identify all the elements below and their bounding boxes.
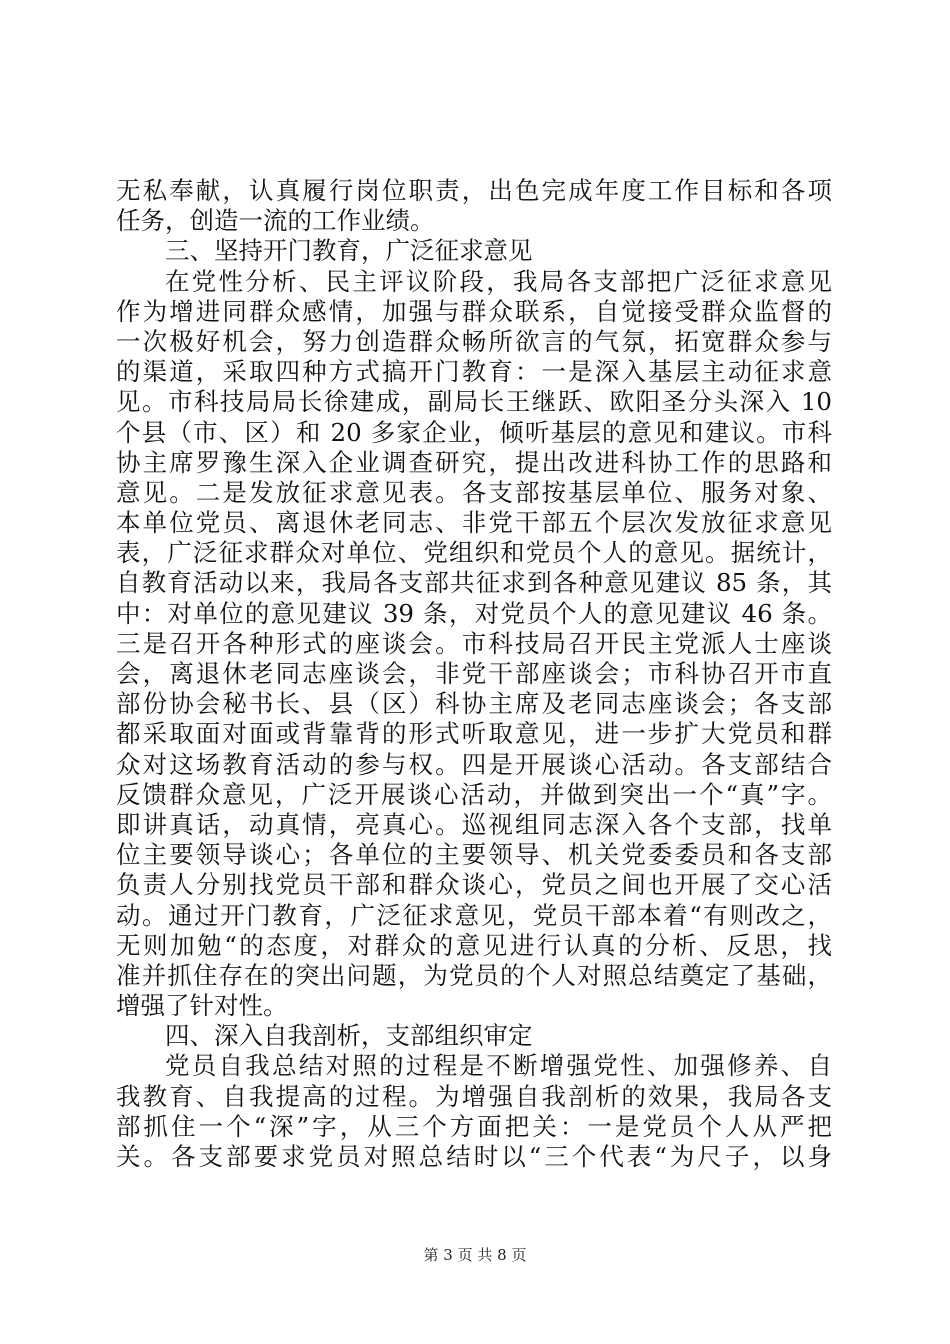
- page-footer: 第 3 页 共 8 页: [423, 1246, 527, 1264]
- text-line: 意见。二是发放征求意见表。各支部按基层单位、服务对象、: [116, 477, 832, 507]
- text-line: 无私奉献，认真履行岗位职责，出色完成年度工作目标和各项: [116, 176, 832, 205]
- text-line: 会，离退休老同志座谈会，非党干部座谈会；市科协召开市直: [116, 659, 832, 688]
- text-line: 党员自我总结对照的过程是不断增强党性、加强修养、自: [165, 1051, 832, 1081]
- text-line: 众对这场教育活动的参与权。四是开展谈心活动。各支部结合: [116, 749, 832, 779]
- text-line: 增强了针对性。: [116, 991, 288, 1021]
- text-line: 四、深入自我剖析，支部组织审定: [165, 1021, 533, 1051]
- text-line: 部份协会秘书长、县（区）科协主席及老同志座谈会；各支部: [116, 689, 832, 719]
- text-line: 作为增进同群众感情，加强与群众联系，自觉接受群众监督的: [116, 296, 832, 326]
- text-line: 我教育、自我提高的过程。为增强自我剖析的效果，我局各支: [116, 1081, 832, 1111]
- text-line: 动。通过开门教育，广泛征求意见，党员干部本着“有则改之，: [116, 900, 832, 930]
- text-line: 三、坚持开门教育，广泛征求意见: [165, 236, 533, 266]
- text-line: 表，广泛征求群众对单位、党组织和党员个人的意见。据统计，: [116, 538, 832, 568]
- text-line: 个县（市、区）和 20 多家企业，倾听基层的意见和建议。市科: [116, 417, 832, 447]
- text-line: 反馈群众意见，广泛开展谈心活动，并做到突出一个“真”字。: [116, 779, 832, 809]
- text-line: 一次极好机会，努力创造群众畅所欲言的气氛，拓宽群众参与: [116, 326, 832, 356]
- text-line: 三是召开各种形式的座谈会。市科技局召开民主党派人士座谈: [116, 628, 832, 658]
- text-line: 无则加勉“的态度，对群众的意见进行认真的分析、反思，找: [116, 930, 832, 960]
- text-line: 见。市科技局局长徐建成，副局长王继跃、欧阳圣分头深入 10: [116, 387, 832, 417]
- text-line: 协主席罗豫生深入企业调查研究，提出改进科协工作的思路和: [116, 447, 832, 477]
- text-line: 任务，创造一流的工作业绩。: [116, 206, 435, 236]
- text-line: 位主要领导谈心；各单位的主要领导、机关党委委员和各支部: [116, 840, 832, 870]
- text-line: 关。各支部要求党员对照总结时以“三个代表“为尺子，以身: [116, 1142, 832, 1171]
- text-line: 自教育活动以来，我局各支部共征求到各种意见建议 85 条，其: [116, 568, 832, 598]
- text-line: 负责人分别找党员干部和群众谈心，党员之间也开展了交心活: [116, 870, 832, 900]
- text-line: 在党性分析、民主评议阶段，我局各支部把广泛征求意见: [165, 266, 832, 296]
- text-line: 都采取面对面或背靠背的形式听取意见，进一步扩大党员和群: [116, 719, 832, 749]
- text-line: 即讲真话，动真情，亮真心。巡视组同志深入各个支部，找单: [116, 809, 832, 839]
- text-line: 中：对单位的意见建议 39 条，对党员个人的意见建议 46 条。: [116, 598, 832, 628]
- text-line: 本单位党员、离退休老同志、非党干部五个层次发放征求意见: [116, 508, 832, 538]
- text-line: 的渠道，采取四种方式搞开门教育：一是深入基层主动征求意: [116, 357, 832, 387]
- text-line: 准并抓住存在的突出问题，为党员的个人对照总结奠定了基础，: [116, 960, 832, 990]
- text-line: 部抓住一个“深”字，从三个方面把关：一是党员个人从严把: [116, 1111, 832, 1141]
- document-body: [116, 176, 832, 1172]
